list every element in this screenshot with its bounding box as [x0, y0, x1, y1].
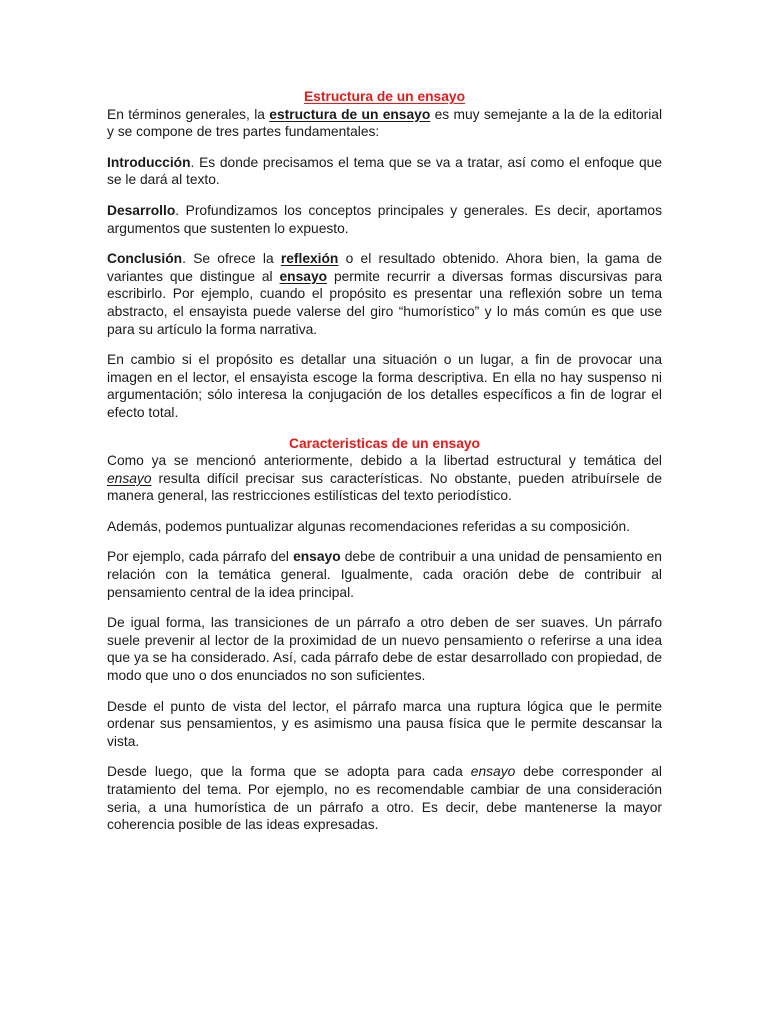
- paragraph-introduccion: [107, 154, 662, 189]
- paragraph-desarrollo: [107, 202, 662, 237]
- conclusion-text-1: . Se ofrece la: [182, 251, 281, 267]
- italic-ensayo: ensayo: [470, 764, 516, 780]
- car-p6-text-2: debe corresponder al tratamiento del tema. Por ejemplo, no es recomendable cambiar de una consideración seria, a una humorística de un párrafo a otro. Es decir, debe mantenerse la mayor coherencia posible de las ideas expresadas.: [107, 764, 662, 833]
- car-p3-text-1: Por ejemplo, cada párrafo del: [107, 549, 294, 565]
- intro-text-1: En términos generales, la: [107, 106, 270, 122]
- link-ensayo-italic[interactable]: ensayo: [107, 470, 152, 486]
- conclusion-text-2: o el resultado obtenido. Ahora bien, la gama de variantes que distingue al: [107, 251, 662, 284]
- bold-ensayo: ensayo: [293, 549, 341, 565]
- introduccion-text: . Es donde precisamos el tema que se va a tratar, así como el enfoque que se le dará al texto.: [107, 154, 662, 188]
- paragraph-intro: [107, 106, 662, 141]
- document-page: [107, 88, 662, 847]
- label-desarrollo: Desarrollo: [107, 202, 176, 218]
- link-ensayo[interactable]: ensayo: [279, 268, 328, 284]
- car-p3-text-2: debe de contribuir a una unidad de pensamiento en relación con la temática general. Igualmente, cada oración debe de contribuir al pensamiento central de la idea principal.: [107, 549, 662, 600]
- label-conclusion: Conclusión: [107, 251, 183, 267]
- paragraph-conclusion: [107, 250, 662, 338]
- car-p1-text-2: resulta difícil precisar sus características. No obstante, pueden atribuírsele de manera general, las restricciones estilísticas del texto periodístico.: [107, 470, 662, 504]
- conclusion-text-3: permite recurrir a diversas formas discursivas para escribirlo. Por ejemplo, cuando el propósito es presentar una reflexión sobre un tema abstracto, el ensayista puede valerse del giro “humorístico” y lo más común es que use para su artículo la forma narrativa.: [107, 268, 662, 337]
- paragraph-caracteristicas-4: De igual forma, las transiciones de un párrafo a otro deben de ser suaves. Un párrafo suele prevenir al lector de la proximidad de un nuevo pensamiento o referirse a una idea que ya se ha considerado. Así, cada párrafo debe de estar desarrollado con propiedad, de modo que uno o dos enunciados no son suficientes.: [107, 615, 662, 684]
- paragraph-caracteristicas-3: [107, 548, 662, 601]
- paragraph-caracteristicas-2: Además, podemos puntualizar algunas recomendaciones referidas a su composición.: [107, 518, 631, 534]
- paragraph-cambio: En cambio si el propósito es detallar una situación o un lugar, a fin de provocar una imagen en el lector, el ensayista escoge la forma descriptiva. En ella no hay suspenso ni argumentación; sólo interesa la conjugación de los detalles específicos a fin de lograr el efecto total.: [107, 352, 662, 420]
- section-title-caracteristicas: Caracteristicas de un ensayo: [289, 435, 480, 451]
- paragraph-caracteristicas-6: [107, 763, 662, 833]
- label-introduccion: Introducción: [107, 154, 191, 170]
- link-reflexion[interactable]: reflexión: [280, 251, 339, 267]
- paragraph-caracteristicas-5: Desde el punto de vista del lector, el párrafo marca una ruptura lógica que le permite ordenar sus pensamientos, y es asimismo una pausa física que le permite descansar la vista.: [107, 698, 662, 749]
- section-title-estructura: Estructura de un ensayo: [303, 89, 465, 104]
- paragraph-caracteristicas-1: [107, 452, 662, 505]
- car-p1-text-1: Como ya se mencionó anteriormente, debido a la libertad estructural y temática del: [107, 453, 662, 469]
- intro-text-2: es muy semejante a la de la editorial y se compone de tres partes fundamentales:: [107, 106, 663, 140]
- car-p6-text-1: Desde luego, que la forma que se adopta para cada: [107, 764, 471, 780]
- desarrollo-text: . Profundizamos los conceptos principales y generales. Es decir, aportamos argumentos que sustenten lo expuesto.: [107, 202, 662, 236]
- link-estructura-ensayo[interactable]: estructura de un ensayo: [269, 106, 431, 122]
